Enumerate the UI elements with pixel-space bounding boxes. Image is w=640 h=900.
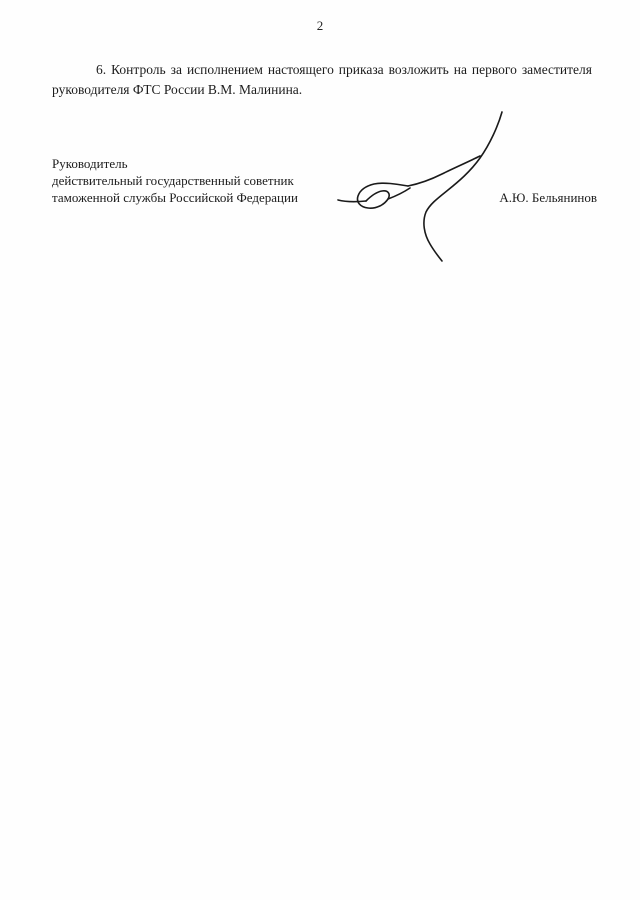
- body-text-block: [52, 60, 592, 100]
- paragraph-item-6: 6. Контроль за исполнением настоящего приказа возложить на первого заместителя руководителя ФТС России В.М. Малинина.: [52, 62, 592, 97]
- signer-title-line-1: Руководитель: [52, 156, 128, 171]
- page-number: 2: [316, 18, 324, 33]
- signer-title-line-2: действительный государственный советник: [52, 173, 294, 188]
- signer-title-line-3: таможенной службы Российской Федерации: [52, 190, 298, 205]
- signature-block: [52, 155, 597, 206]
- signer-name: А.Ю. Бельянинов: [499, 190, 597, 205]
- signature-row: [52, 189, 597, 206]
